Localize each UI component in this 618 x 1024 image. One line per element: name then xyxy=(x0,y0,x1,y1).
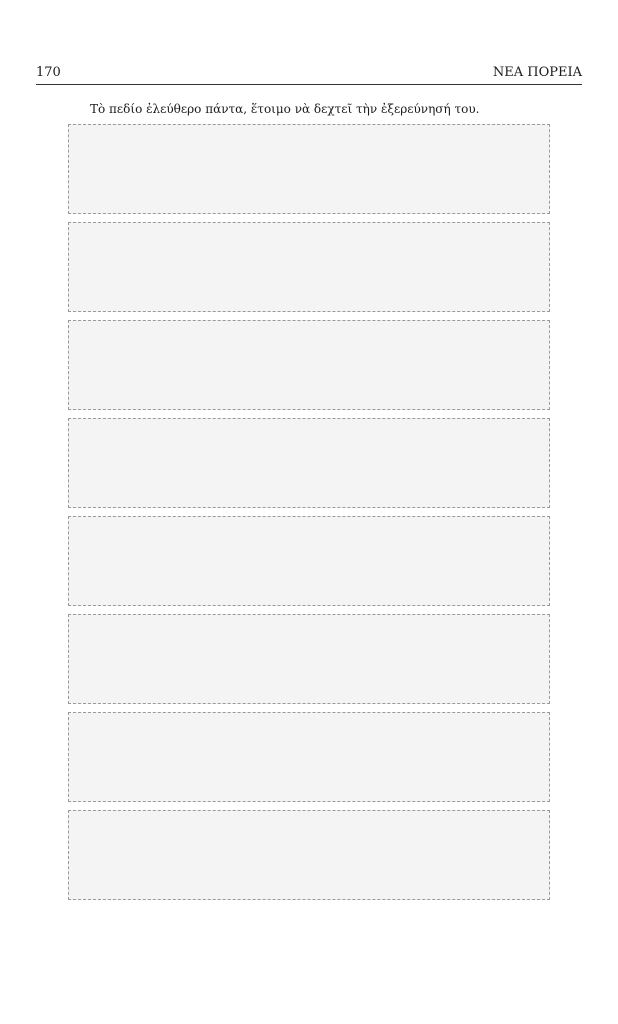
unread-text-block xyxy=(68,614,550,704)
page-number: 170 xyxy=(36,65,61,80)
unread-text-block xyxy=(68,320,550,410)
unread-text-block xyxy=(68,810,550,900)
header-rule xyxy=(36,84,582,85)
unread-text-block xyxy=(68,516,550,606)
running-head xyxy=(36,58,582,80)
unread-text-block xyxy=(68,124,550,214)
unread-text-block xyxy=(68,418,550,508)
unread-text-block xyxy=(68,712,550,802)
unread-text-block xyxy=(68,222,550,312)
first-sentence: Τὸ πεδίο ἐλεύθερο πάντα, ἕτοιμο νὰ δεχτεῖ τὴν ἐξερεύνησή του. xyxy=(90,102,480,116)
journal-title: ΝΕΑ ΠΟΡΕΙΑ xyxy=(492,65,582,80)
body-text xyxy=(68,100,550,908)
